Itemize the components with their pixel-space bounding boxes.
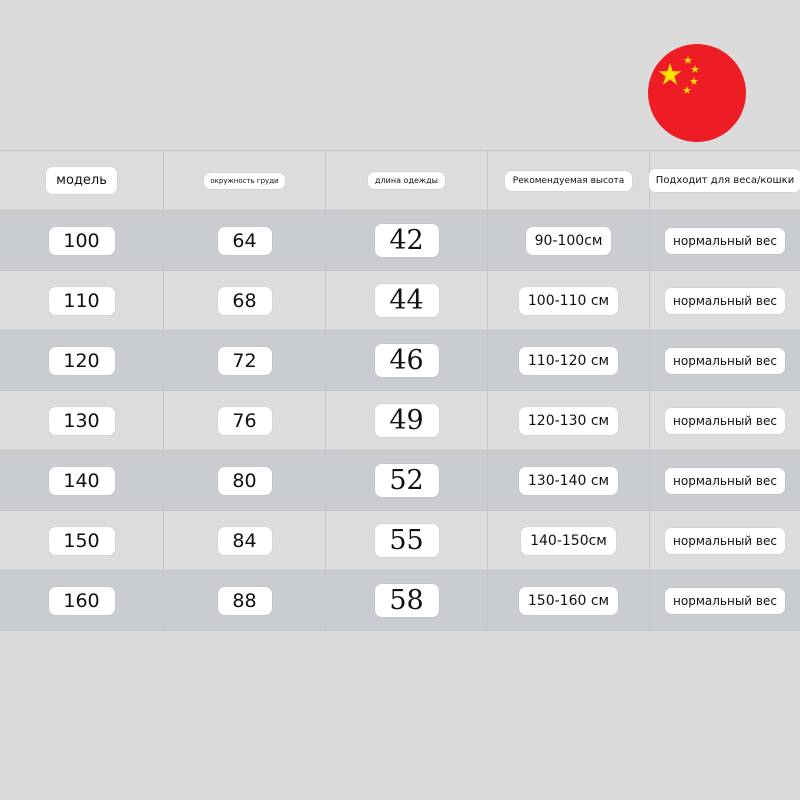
weight-value: нормальный вес	[665, 528, 785, 554]
cell-chest	[164, 271, 326, 330]
height-value: 110-120 см	[519, 347, 618, 375]
chest-value: 68	[218, 287, 272, 315]
table-row	[0, 451, 800, 511]
cell-chest	[164, 451, 326, 510]
model-value: 140	[49, 467, 115, 495]
header-cell-height	[488, 151, 650, 210]
chest-value: 72	[218, 347, 272, 375]
cell-model	[0, 331, 164, 390]
table-header-row	[0, 151, 800, 211]
cell-model	[0, 511, 164, 570]
cell-chest	[164, 211, 326, 270]
cell-weight	[650, 391, 800, 450]
header-chest: окружность груди	[204, 173, 284, 189]
length-value: 49	[375, 404, 439, 437]
cell-height	[488, 451, 650, 510]
weight-value: нормальный вес	[665, 288, 785, 314]
cell-length	[326, 391, 488, 450]
model-value: 130	[49, 407, 115, 435]
header-weight: Подходит для веса/кошки	[649, 169, 800, 192]
header-cell-chest	[164, 151, 326, 210]
length-value: 52	[375, 464, 439, 497]
cell-length	[326, 331, 488, 390]
chest-value: 88	[218, 587, 272, 615]
weight-value: нормальный вес	[665, 348, 785, 374]
weight-value: нормальный вес	[665, 408, 785, 434]
table-row	[0, 511, 800, 571]
height-value: 100-110 см	[519, 287, 618, 315]
cell-weight	[650, 271, 800, 330]
cell-length	[326, 451, 488, 510]
weight-value: нормальный вес	[665, 468, 785, 494]
cell-model	[0, 271, 164, 330]
table-row	[0, 271, 800, 331]
model-value: 110	[49, 287, 115, 315]
cell-length	[326, 571, 488, 630]
header-cell-length	[326, 151, 488, 210]
cell-model	[0, 211, 164, 270]
cell-weight	[650, 331, 800, 390]
height-value: 120-130 см	[519, 407, 618, 435]
table-row	[0, 391, 800, 451]
table-row	[0, 331, 800, 391]
cell-chest	[164, 511, 326, 570]
cell-weight	[650, 451, 800, 510]
table-row	[0, 571, 800, 631]
cell-model	[0, 451, 164, 510]
cell-height	[488, 271, 650, 330]
chest-value: 80	[218, 467, 272, 495]
cell-weight	[650, 511, 800, 570]
header-model: модель	[46, 167, 117, 194]
flag-field	[648, 44, 746, 142]
length-value: 44	[375, 284, 439, 317]
model-value: 160	[49, 587, 115, 615]
weight-value: нормальный вес	[665, 588, 785, 614]
length-value: 55	[375, 524, 439, 557]
cell-height	[488, 571, 650, 630]
length-value: 46	[375, 344, 439, 377]
cell-model	[0, 571, 164, 630]
cell-chest	[164, 331, 326, 390]
header-cell-weight	[650, 151, 800, 210]
cell-weight	[650, 211, 800, 270]
table-row	[0, 211, 800, 271]
header-cell-model	[0, 151, 164, 210]
length-value: 58	[375, 584, 439, 617]
cell-height	[488, 511, 650, 570]
model-value: 150	[49, 527, 115, 555]
size-table	[0, 150, 800, 631]
cell-weight	[650, 571, 800, 630]
chest-value: 84	[218, 527, 272, 555]
cell-length	[326, 271, 488, 330]
cell-model	[0, 391, 164, 450]
cell-height	[488, 391, 650, 450]
cell-chest	[164, 571, 326, 630]
model-value: 120	[49, 347, 115, 375]
cell-chest	[164, 391, 326, 450]
china-flag-graphic	[648, 44, 746, 142]
chest-value: 76	[218, 407, 272, 435]
height-value: 90-100см	[526, 227, 612, 255]
height-value: 130-140 см	[519, 467, 618, 495]
header-height: Рекомендуемая высота	[505, 171, 632, 191]
china-flag-icon	[648, 44, 746, 142]
model-value: 100	[49, 227, 115, 255]
cell-length	[326, 511, 488, 570]
length-value: 42	[375, 224, 439, 257]
chest-value: 64	[218, 227, 272, 255]
header-length: длина одежды	[368, 172, 445, 189]
cell-height	[488, 331, 650, 390]
weight-value: нормальный вес	[665, 228, 785, 254]
cell-height	[488, 211, 650, 270]
height-value: 150-160 см	[519, 587, 618, 615]
cell-length	[326, 211, 488, 270]
height-value: 140-150см	[521, 527, 616, 555]
